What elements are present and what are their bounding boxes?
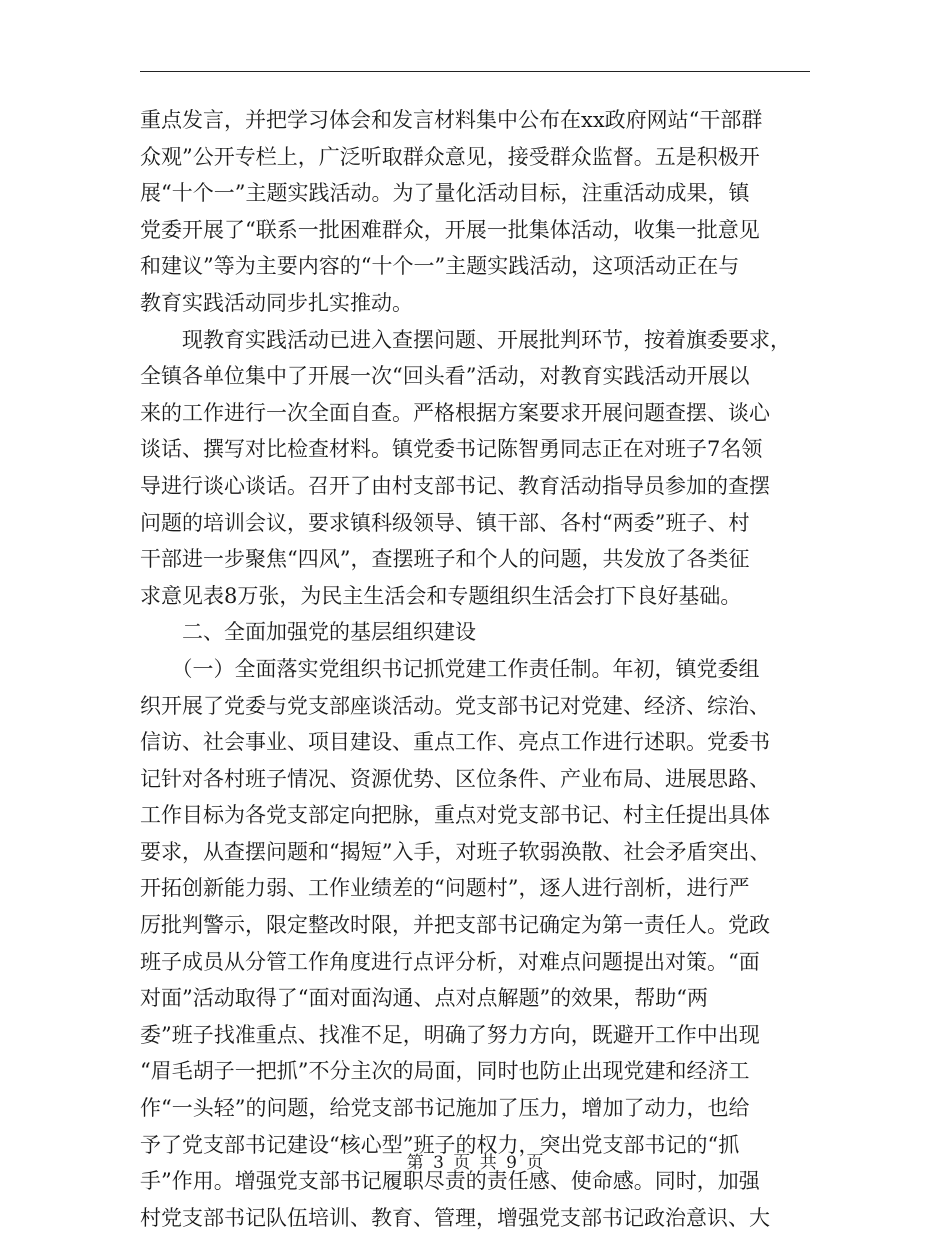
text-line: 信访、社会事业、项目建设、重点工作、亮点工作进行述职。党委书 <box>140 730 770 755</box>
text-line: 党委开展了“联系一批困难群众，开展一批集体活动，收集一批意见 <box>140 217 760 242</box>
text-line: “眉毛胡子一把抓”不分主次的局面，同时也防止出现党建和经济工 <box>140 1059 750 1084</box>
text-line: （一）全面落实党组织书记抓党建工作责任制。年初，镇党委组 <box>140 656 760 681</box>
text-line: 问题的培训会议，要求镇科级领导、镇干部、各村“两委”班子、村 <box>140 510 750 535</box>
text-line: 开拓创新能力弱、工作业绩差的“问题村”，逐人进行剖析，进行严 <box>140 876 750 901</box>
text-line: 教育实践活动同步扎实推动。 <box>140 290 413 315</box>
text-line: 厉批判警示，限定整改时限，并把支部书记确定为第一责任人。党政 <box>140 913 770 938</box>
text-line: 现教育实践活动已进入查摆问题、开展批判环节，按着旗委要求， <box>140 327 791 352</box>
text-line: 作“一头轻”的问题，给党支部书记施加了压力，增加了动力，也给 <box>140 1096 750 1121</box>
text-line: 对面”活动取得了“面对面沟通、点对点解题”的效果，帮助“两 <box>140 986 708 1011</box>
text-line: 记针对各村班子情况、资源优势、区位条件、产业布局、进展思路、 <box>140 766 770 791</box>
header-rule <box>140 71 810 72</box>
text-line: 求意见表8万张，为民主生活会和专题组织生活会打下良好基础。 <box>140 583 742 608</box>
text-line: 谈话、撰写对比检查材料。镇党委书记陈智勇同志正在对班子7名领 <box>140 437 763 462</box>
text-line: 展“十个一”主题实践活动。为了量化活动目标，注重活动成果，镇 <box>140 181 750 206</box>
text-line: 村党支部书记队伍培训、教育、管理，增强党支部书记政治意识、大 <box>140 1205 770 1230</box>
text-line: 班子成员从分管工作角度进行点评分析，对难点问题提出对策。“面 <box>140 949 760 974</box>
text-line: 织开展了党委与党支部座谈活动。党支部书记对党建、经济、综治、 <box>140 693 770 718</box>
document-body <box>140 102 810 1236</box>
text-line: 二、全面加强党的基层组织建设 <box>140 620 476 645</box>
text-line: 委”班子找准重点、找准不足，明确了努力方向，既避开工作中出现 <box>140 1022 760 1047</box>
text-line: 工作目标为各党支部定向把脉，重点对党支部书记、村主任提出具体 <box>140 803 770 828</box>
text-line: 全镇各单位集中了开展一次“回头看”活动，对教育实践活动开展以 <box>140 364 750 389</box>
text-line: 要求，从查摆问题和“揭短”入手，对班子软弱涣散、社会矛盾突出、 <box>140 839 771 864</box>
page-number: 第 3 页 共 9 页 <box>406 1153 544 1173</box>
text-line: 来的工作进行一次全面自查。严格根据方案要求开展问题查摆、谈心 <box>140 400 770 425</box>
text-line: 导进行谈心谈话。召开了由村支部书记、教育活动指导员参加的查摆 <box>140 473 770 498</box>
text-line: 重点发言，并把学习体会和发言材料集中公布在xx政府网站“干部群 <box>140 108 763 132</box>
text-line: 手”作用。增强党支部书记履职尽责的责任感、使命感。同时，加强 <box>140 1169 760 1194</box>
text-line: 和建议”等为主要内容的“十个一”主题实践活动，这项活动正在与 <box>140 254 740 279</box>
text-line: 予了党支部书记建设“核心型”班子的权力，突出党支部书记的“抓 <box>140 1132 740 1157</box>
text-line: 干部进一步聚焦“四风”，查摆班子和个人的问题，共发放了各类征 <box>140 547 750 572</box>
text-line: 众观”公开专栏上，广泛听取群众意见，接受群众监督。五是积极开 <box>140 144 760 169</box>
